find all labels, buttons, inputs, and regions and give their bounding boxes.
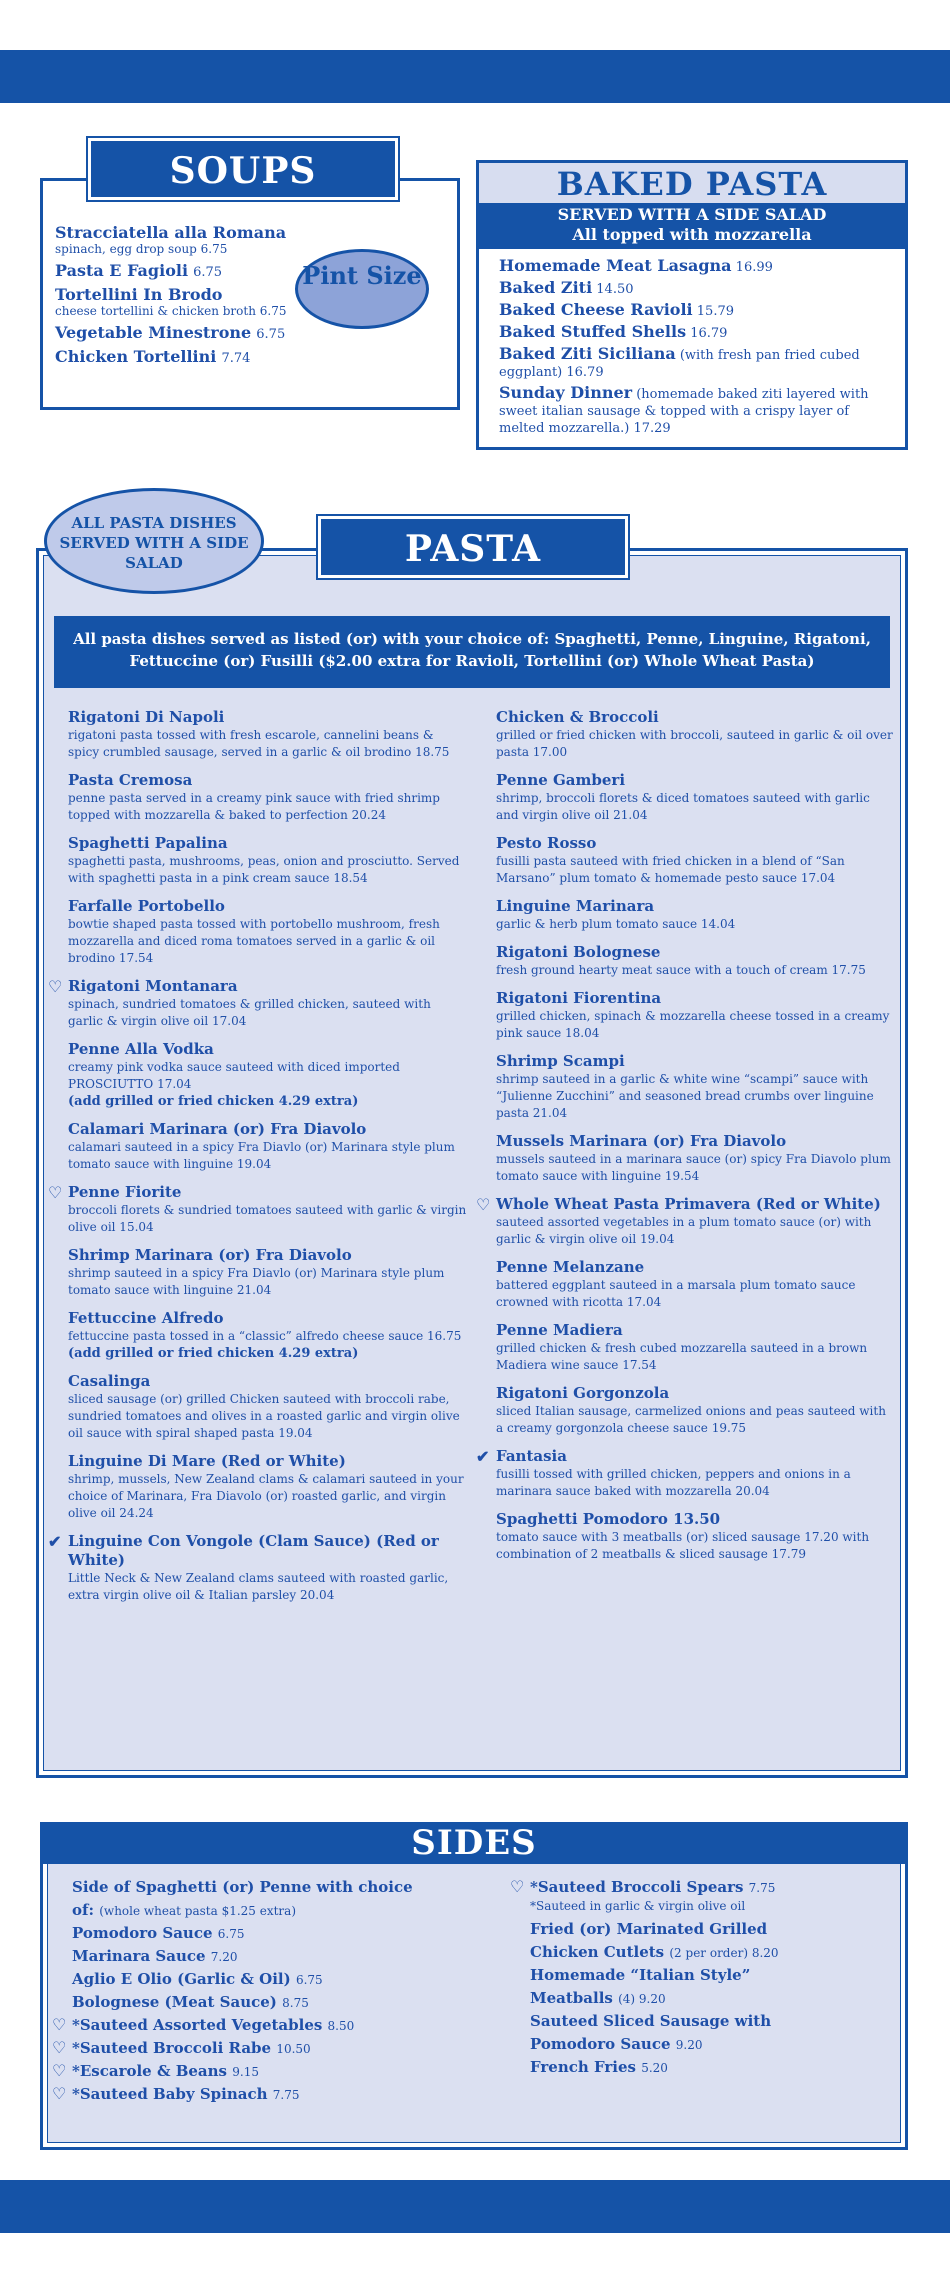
side-name: Marinara Sauce: [72, 1947, 206, 1965]
pasta-name: Linguine Di Mare (Red or White): [68, 1452, 346, 1470]
baked-pasta-sub1: SERVED WITH A SIDE SALAD: [557, 205, 827, 224]
side-name: *Sauteed Baby Spinach: [72, 2085, 268, 2103]
pasta-name: Penne Melanzane: [496, 1258, 645, 1276]
pasta-item: [68, 1309, 468, 1362]
side-item: [510, 1876, 890, 1899]
pasta-name: Penne Fiorite: [68, 1183, 182, 1201]
side-name: Aglio E Olio (Garlic & Oil): [72, 1970, 291, 1988]
pasta-desc: fusilli pasta sauteed with fried chicken in a blend of “San Marsano” plum tomato & homemade pesto sauce 17.04: [496, 854, 845, 885]
baked-item: [499, 384, 885, 437]
pasta-desc: shrimp sauteed in a spicy Fra Diavlo (or) Marinara style plum tomato sauce with linguine 21.04: [68, 1266, 445, 1297]
pasta-desc: sliced sausage (or) grilled Chicken sauteed with broccoli rabe, sundried tomatoes and olives in a roasted garlic and virgin olive oil sauce with spiral shaped pasta 19.04: [68, 1392, 460, 1440]
pasta-item: [48, 1183, 468, 1236]
top-band: [0, 50, 950, 103]
baked-pasta-title: BAKED PASTA: [479, 163, 905, 203]
side-price: 8.75: [282, 1996, 309, 2010]
sides-left-column: [52, 1876, 452, 2106]
pasta-item: [496, 1384, 896, 1437]
soup-item: [55, 347, 325, 366]
side-name: Chicken Cutlets: [530, 1943, 665, 1961]
pasta-desc: penne pasta served in a creamy pink sauce with fried shrimp topped with mozzarella & baked to perfection 20.24: [68, 791, 440, 822]
pasta-desc: spaghetti pasta, mushrooms, peas, onion and prosciutto. Served with spaghetti pasta in a pink cream sauce 18.54: [68, 854, 460, 885]
pasta-name: Chicken & Broccoli: [496, 708, 659, 726]
side-item: [72, 1945, 452, 1968]
baked-pasta-section: [476, 160, 908, 450]
pasta-desc: grilled chicken & fresh cubed mozzarella sauteed in a brown Madiera wine sauce 17.54: [496, 1341, 868, 1372]
baked-price: 16.99: [735, 260, 773, 275]
side-price: 10.50: [276, 2042, 311, 2056]
side-item: [72, 1991, 452, 2014]
bottom-band: [0, 2180, 950, 2233]
baked-price: (homemade baked ziti layered with sweet italian sausage & topped with a crispy layer of melted mozzarella.) 17.29: [499, 387, 869, 436]
baked-price: (with fresh pan fried cubed eggplant) 16.79: [499, 348, 860, 380]
baked-name: Baked Ziti: [499, 278, 593, 297]
baked-price: 15.79: [696, 304, 734, 319]
heart-icon: ♡: [52, 2084, 67, 2103]
soup-list: [55, 223, 325, 371]
pasta-name: Rigatoni Gorgonzola: [496, 1384, 670, 1402]
pasta-name: Whole Wheat Pasta Primavera (Red or White): [496, 1195, 881, 1213]
pasta-desc: broccoli florets & sundried tomatoes sauteed with garlic & virgin olive oil 15.04: [68, 1203, 467, 1234]
heart-icon: ♡: [52, 2038, 67, 2057]
pasta-name: Penne Gamberi: [496, 771, 626, 789]
pasta-name: Pesto Rosso: [496, 834, 597, 852]
side-item: [52, 2060, 452, 2083]
baked-price: 14.50: [596, 282, 634, 297]
pasta-extra: (add grilled or fried chicken 4.29 extra): [68, 1094, 359, 1109]
pasta-item: [496, 1258, 896, 1311]
side-name: Homemade “Italian Style”: [530, 1966, 751, 1984]
pasta-item: [496, 1132, 896, 1185]
side-name: *Sauteed Broccoli Spears: [530, 1878, 744, 1896]
side-price: (4) 9.20: [618, 1992, 666, 2006]
soup-price: 6.75: [256, 327, 286, 342]
side-price: 7.75: [272, 2088, 300, 2102]
side-item: [530, 1987, 890, 2010]
pasta-title: PASTA: [318, 516, 628, 578]
side-name: *Sauteed Broccoli Rabe: [72, 2039, 272, 2057]
side-price: 5.20: [641, 2061, 668, 2075]
heart-icon: ♡: [48, 977, 63, 996]
pasta-item: [68, 1120, 468, 1173]
heart-icon: ♡: [476, 1195, 491, 1214]
pasta-name: Rigatoni Fiorentina: [496, 989, 662, 1007]
side-price: 8.50: [327, 2019, 355, 2033]
pasta-item: [496, 897, 896, 933]
pasta-item: [48, 977, 468, 1030]
side-item: [530, 2033, 890, 2056]
pasta-name: Spaghetti Pomodoro 13.50: [496, 1510, 721, 1528]
pasta-item: [476, 1447, 896, 1500]
pasta-name: Penne Alla Vodka: [68, 1040, 214, 1058]
pasta-desc: Little Neck & New Zealand clams sauteed with roasted garlic, extra virgin olive oil & Italian parsley 20.04: [68, 1571, 449, 1602]
checkmark-icon: ✔: [476, 1447, 490, 1466]
side-item: [72, 1922, 452, 1945]
pasta-name: Calamari Marinara (or) Fra Diavolo: [68, 1120, 367, 1138]
heart-icon: ♡: [52, 2061, 67, 2080]
pasta-desc: battered eggplant sauteed in a marsala plum tomato sauce crowned with ricotta 17.04: [496, 1278, 856, 1309]
pasta-item: [496, 943, 896, 979]
baked-name: Sunday Dinner: [499, 383, 633, 402]
pasta-name: Penne Madiera: [496, 1321, 623, 1339]
baked-item: [499, 301, 885, 320]
side-name: Meatballs: [530, 1989, 613, 2007]
pint-size-badge: Pint Size: [295, 249, 429, 329]
heart-icon: ♡: [510, 1877, 525, 1896]
side-item: [52, 2037, 452, 2060]
pasta-desc: shrimp, broccoli florets & diced tomatoes sauteed with garlic and virgin olive oil 21.04: [496, 791, 870, 822]
pasta-item: [496, 708, 896, 761]
soup-name: Vegetable Minestrone: [55, 323, 252, 342]
pasta-desc: fusilli tossed with grilled chicken, peppers and onions in a marinara sauce baked with mozzarella 20.04: [496, 1467, 851, 1498]
pasta-desc: shrimp, mussels, New Zealand clams & calamari sauteed in your choice of Marinara, Fra Diavolo (or) roasted garlic, and virgin olive oil 24.24: [68, 1472, 464, 1520]
pasta-item: [68, 834, 468, 887]
pasta-desc: mussels sauteed in a marinara sauce (or) spicy Fra Diavolo plum tomato sauce with linguine 19.54: [496, 1152, 891, 1183]
side-item: [530, 1918, 890, 1941]
sides-note: *Sauteed in garlic & virgin olive oil: [530, 1899, 746, 1913]
pasta-name: Shrimp Scampi: [496, 1052, 625, 1070]
pasta-desc: creamy pink vodka sauce sauteed with diced imported PROSCIUTTO 17.04: [68, 1060, 400, 1091]
pasta-item: [496, 989, 896, 1042]
side-price: (whole wheat pasta $1.25 extra): [99, 1904, 297, 1918]
side-name: Pomodoro Sauce: [530, 2035, 671, 2053]
soup-item: [55, 261, 325, 280]
side-price: 9.15: [232, 2065, 259, 2079]
pasta-name: Fantasia: [496, 1447, 567, 1465]
pasta-side-salad-badge: ALL PASTA DISHES SERVED WITH A SIDE SALAD: [44, 488, 264, 594]
pasta-name: Pasta Cremosa: [68, 771, 193, 789]
soup-price: 6.75: [193, 265, 223, 280]
side-name: Pomodoro Sauce: [72, 1924, 213, 1942]
pasta-name: Linguine Marinara: [496, 897, 655, 915]
soup-price: 7.74: [221, 351, 251, 366]
pasta-right-column: [476, 708, 896, 1573]
soups-title: SOUPS: [88, 138, 398, 200]
baked-name: Homemade Meat Lasagna: [499, 256, 732, 275]
pasta-item: [68, 1246, 468, 1299]
heart-icon: ♡: [52, 2015, 67, 2034]
baked-name: Baked Ziti Siciliana: [499, 344, 676, 363]
soup-desc: cheese tortellini & chicken broth 6.75: [55, 304, 287, 318]
heart-icon: ♡: [48, 1183, 63, 1202]
pasta-desc: shrimp sauteed in a garlic & white wine “scampi” sauce with “Julienne Zucchini” and seasoned bread crumbs over linguine pasta 21.04: [496, 1072, 874, 1120]
pasta-item: [48, 1532, 468, 1604]
side-price: (2 per order) 8.20: [669, 1946, 779, 1960]
soup-name: Stracciatella alla Romana: [55, 223, 287, 242]
soup-name: Tortellini In Brodo: [55, 285, 223, 304]
side-item: [52, 2014, 452, 2037]
baked-name: Baked Cheese Ravioli: [499, 300, 693, 319]
soup-name: Pasta E Fagioli: [55, 261, 189, 280]
baked-item: [499, 279, 885, 298]
side-item: [72, 1899, 452, 1922]
side-name: of:: [72, 1901, 94, 1919]
baked-name: Baked Stuffed Shells: [499, 322, 687, 341]
pasta-item: [68, 1372, 468, 1442]
pasta-item: [496, 1321, 896, 1374]
pasta-name: Farfalle Portobello: [68, 897, 225, 915]
pasta-intro: All pasta dishes served as listed (or) with your choice of: Spaghetti, Penne, Linguine, Rigatoni, Fettuccine (or) Fusilli ($2.00 extra for Ravioli, Tortellini (or) Whole Wheat Pasta): [54, 616, 890, 688]
pasta-item: [496, 771, 896, 824]
pasta-desc: sauteed assorted vegetables in a plum tomato sauce (or) with garlic & virgin olive oil 19.04: [496, 1215, 872, 1246]
side-item: [52, 2083, 452, 2106]
soup-item: [55, 323, 325, 342]
pasta-item: [496, 1052, 896, 1122]
pasta-item: [68, 708, 468, 761]
pasta-name: Rigatoni Bolognese: [496, 943, 661, 961]
side-item: [72, 1876, 452, 1899]
pasta-item: [496, 834, 896, 887]
side-name: Fried (or) Marinated Grilled: [530, 1920, 768, 1938]
side-name: Sauteed Sliced Sausage with: [530, 2012, 772, 2030]
pasta-name: Fettuccine Alfredo: [68, 1309, 224, 1327]
side-name: *Sauteed Assorted Vegetables: [72, 2016, 323, 2034]
pasta-desc: grilled chicken, spinach & mozzarella cheese tossed in a creamy pink sauce 18.04: [496, 1009, 890, 1040]
pasta-desc: bowtie shaped pasta tossed with portobello mushroom, fresh mozzarella and diced roma tomatoes served in a garlic & oil brodino 17.54: [68, 917, 440, 965]
pasta-desc: grilled or fried chicken with broccoli, sauteed in garlic & oil over pasta 17.00: [496, 728, 893, 759]
pasta-desc: tomato sauce with 3 meatballs (or) sliced sausage 17.20 with combination of 2 meatballs & sliced sausage 17.79: [496, 1530, 870, 1561]
pasta-item: [68, 1452, 468, 1522]
pasta-name: Rigatoni Di Napoli: [68, 708, 225, 726]
pasta-left-column: [48, 708, 468, 1614]
side-item: [530, 1941, 890, 1964]
soup-item: [55, 223, 325, 256]
side-name: Side of Spaghetti (or) Penne with choice: [72, 1878, 413, 1896]
checkmark-icon: ✔: [48, 1532, 62, 1551]
soups-section: [40, 178, 460, 410]
pasta-desc: garlic & herb plum tomato sauce 14.04: [496, 917, 736, 931]
pasta-item: [68, 1040, 468, 1110]
pasta-desc: fettuccine pasta tossed in a “classic” alfredo cheese sauce 16.75: [68, 1329, 462, 1343]
side-name: Bolognese (Meat Sauce): [72, 1993, 277, 2011]
side-item: [530, 2010, 890, 2033]
baked-item: [499, 257, 885, 276]
pasta-name: Spaghetti Papalina: [68, 834, 228, 852]
pasta-item: [476, 1195, 896, 1248]
side-item: [72, 1968, 452, 1991]
sides-right-column: [510, 1876, 890, 2079]
pasta-name: Linguine Con Vongole (Clam Sauce) (Red or White): [68, 1532, 439, 1569]
soup-item: [55, 285, 325, 318]
baked-pasta-list: [479, 249, 905, 448]
side-price: 7.75: [748, 1881, 776, 1895]
pasta-desc: rigatoni pasta tossed with fresh escarole, cannelini beans & spicy crumbled sausage, served in a garlic & oil brodino 18.75: [68, 728, 450, 759]
side-item: [530, 1964, 890, 1987]
side-name: *Escarole & Beans: [72, 2062, 228, 2080]
sides-title: SIDES: [40, 1822, 908, 1864]
baked-pasta-subtitle: [479, 203, 905, 249]
pasta-desc: fresh ground hearty meat sauce with a touch of cream 17.75: [496, 963, 866, 977]
soup-desc: spinach, egg drop soup 6.75: [55, 242, 228, 256]
baked-item: [499, 345, 885, 381]
pasta-item: [68, 771, 468, 824]
pasta-name: Casalinga: [68, 1372, 151, 1390]
pasta-desc: spinach, sundried tomatoes & grilled chicken, sauteed with garlic & virgin olive oil 17.04: [68, 997, 431, 1028]
soup-name: Chicken Tortellini: [55, 347, 217, 366]
pasta-extra: (add grilled or fried chicken 4.29 extra): [68, 1346, 359, 1361]
pasta-item: [496, 1510, 896, 1563]
side-price: 6.75: [217, 1927, 245, 1941]
pasta-item: [68, 897, 468, 967]
baked-price: 16.79: [690, 326, 728, 341]
pasta-desc: sliced Italian sausage, carmelized onions and peas sauteed with a creamy gorgonzola cheese sauce 19.75: [496, 1404, 886, 1435]
pasta-name: Shrimp Marinara (or) Fra Diavolo: [68, 1246, 352, 1264]
side-price: 7.20: [210, 1950, 238, 1964]
baked-pasta-sub2: All topped with mozzarella: [572, 225, 812, 244]
side-price: 9.20: [675, 2038, 703, 2052]
baked-item: [499, 323, 885, 342]
pasta-name: Rigatoni Montanara: [68, 977, 238, 995]
side-price: 6.75: [295, 1973, 323, 1987]
pasta-desc: calamari sauteed in a spicy Fra Diavlo (or) Marinara style plum tomato sauce with linguine 19.04: [68, 1140, 455, 1171]
pasta-name: Mussels Marinara (or) Fra Diavolo: [496, 1132, 787, 1150]
side-name: French Fries: [530, 2058, 636, 2076]
side-item: [530, 2056, 890, 2079]
